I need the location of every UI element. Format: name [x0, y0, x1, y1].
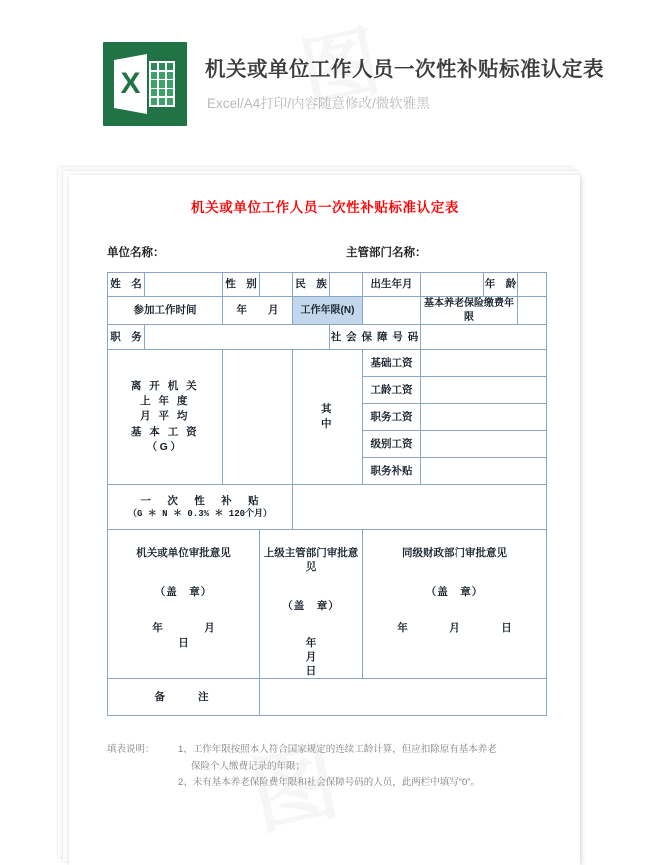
cell-age-value[interactable] [518, 273, 547, 297]
note-item-2-line-1: 2、未有基本养老保险费年限和社会保障号码的人员，此两栏中填写“0”。 [178, 777, 480, 789]
note-item-1-line-2: 保险个人缴费记录的年限； [191, 760, 306, 772]
cell-remark-value[interactable] [260, 679, 547, 716]
cell-subsidy-value[interactable] [293, 485, 547, 530]
cell-ethnicity-value[interactable] [330, 273, 363, 297]
cell-post-allowance-label: 职务补贴 [363, 458, 421, 485]
approval-finance-year: 年 [397, 622, 408, 635]
header-subtitle: Excel/A4打印/内容随意修改/微软雅黑 [207, 96, 430, 111]
cell-avg-salary-label [108, 350, 223, 485]
cell-post-salary-value[interactable] [421, 404, 547, 431]
cell-name-label: 姓 名 [108, 273, 145, 297]
dept-name-label: 主管部门名称： [346, 247, 427, 259]
among-line-2: 中 [321, 418, 334, 430]
approval-finance-title: 同级财政部门审批意见 [402, 547, 507, 559]
header-title: 机关或单位工作人员一次性补贴标准认定表 [205, 58, 604, 81]
approval-dash-line-superior [311, 550, 312, 632]
table-row-position [108, 325, 547, 350]
cell-post-allowance-value[interactable] [421, 458, 547, 485]
table-row-work [108, 297, 547, 325]
cell-approval-unit[interactable] [108, 530, 260, 679]
cell-work-start-value[interactable]: 年 月 [223, 297, 293, 325]
cell-seniority-salary-value[interactable] [421, 377, 547, 404]
avg-salary-line-2: 上 年 度 [140, 395, 190, 408]
approval-dash-line-finance [455, 550, 456, 632]
cell-approval-superior[interactable] [260, 530, 363, 679]
cell-position-label: 职 务 [108, 325, 145, 350]
subsidy-form-table [107, 272, 547, 716]
note-item-1 [178, 742, 567, 775]
cell-social-id-value[interactable] [421, 325, 547, 350]
approval-superior-day: 日 [305, 664, 317, 677]
form-notes [107, 742, 567, 792]
approval-unit-day: 日 [178, 636, 189, 649]
subsidy-label-line-2: （G ＊ N ＊ 0.3% ＊ 120个月） [127, 509, 272, 520]
cell-ethnicity-label: 民 族 [293, 273, 330, 297]
subsidy-label-line-1: 一 次 性 补 贴 [140, 494, 260, 507]
approval-superior-seal: （盖 章） [282, 600, 340, 613]
excel-grid-shape [149, 61, 175, 107]
document-title: 机关或单位工作人员一次性补贴标准认定表 [191, 200, 459, 215]
cell-position-value[interactable] [145, 325, 330, 350]
cell-birth-value[interactable] [421, 273, 484, 297]
approval-finance-seal: （盖 章） [425, 586, 484, 599]
table-row-approvals [108, 530, 547, 679]
table-row-subsidy [108, 485, 547, 530]
table-row-personal [108, 273, 547, 297]
approval-finance-day: 日 [501, 622, 512, 635]
approval-unit-title: 机关或单位审批意见 [136, 547, 231, 559]
approval-dash-line-unit [184, 550, 185, 632]
note-item-1-line-1: 1、工作年限按照本人符合国家规定的连续工龄计算，但应扣除原有基本养老 [178, 744, 497, 755]
avg-salary-line-5: （G） [146, 440, 184, 453]
avg-salary-line-4: 基 本 工 资 [130, 425, 200, 438]
cell-gender-label: 性 别 [223, 273, 260, 297]
avg-salary-line-1: 离 开 机 关 [130, 379, 200, 392]
cell-pension-years-label: 基本养老保险缴费年限 [421, 297, 518, 325]
cell-work-years-value[interactable] [363, 297, 421, 325]
approval-superior-year: 年 [305, 636, 317, 649]
approval-unit-year: 年 [152, 622, 163, 635]
cell-work-years-label: 工作年限(N) [293, 297, 363, 325]
table-row-remark [108, 679, 547, 716]
approval-superior-month: 月 [305, 650, 317, 663]
cell-pension-years-value[interactable] [518, 297, 547, 325]
cell-among-label [293, 350, 363, 485]
cell-approval-finance[interactable] [363, 530, 547, 679]
approval-unit-month: 月 [204, 622, 215, 635]
cell-age-label: 年 龄 [484, 273, 518, 297]
cell-subsidy-label [108, 485, 293, 530]
cell-base-salary-label: 基础工资 [363, 350, 421, 377]
cell-work-start-label: 参加工作时间 [108, 297, 223, 325]
approval-superior-title: 上级主管部门审批意见 [263, 547, 359, 574]
cell-post-salary-label: 职务工资 [363, 404, 421, 431]
among-line-1: 其 [321, 402, 334, 415]
excel-logo-icon [103, 42, 187, 126]
cell-grade-salary-value[interactable] [421, 431, 547, 458]
cell-grade-salary-label: 级别工资 [363, 431, 421, 458]
note-item-2 [178, 775, 567, 792]
cell-name-value[interactable] [145, 273, 223, 297]
approval-finance-month: 月 [449, 622, 460, 635]
avg-salary-line-3: 月 平 均 [140, 410, 190, 423]
table-row-salary-1 [108, 350, 547, 377]
cell-social-id-label: 社 会 保 障 号 码 [330, 325, 421, 350]
approval-unit-seal: （盖 章） [154, 586, 213, 599]
excel-logo-letter: X [120, 67, 141, 100]
cell-seniority-salary-label: 工龄工资 [363, 377, 421, 404]
page-header [0, 0, 650, 150]
cell-base-salary-value[interactable] [421, 350, 547, 377]
notes-label: 填表说明： [107, 744, 155, 755]
cell-avg-salary-value[interactable] [223, 350, 293, 485]
cell-remark-label: 备 注 [108, 679, 260, 716]
cell-gender-value[interactable] [260, 273, 293, 297]
cell-birth-label: 出生年月 [363, 273, 421, 297]
unit-name-label: 单位名称： [107, 247, 165, 259]
